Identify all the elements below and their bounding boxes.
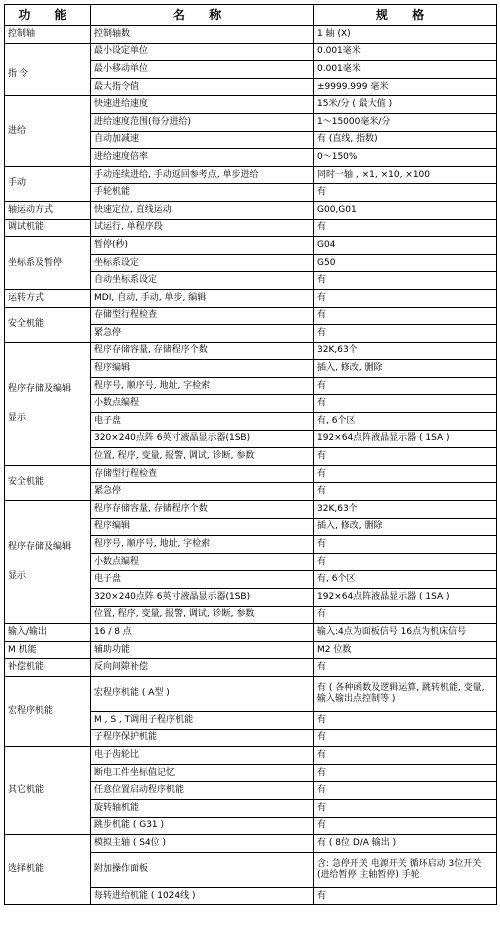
header-name: 名 称: [91, 5, 314, 26]
spec-cell: 有: [314, 747, 497, 765]
table-row: [5, 166, 497, 184]
spec-cell: 32K,63个: [314, 501, 497, 519]
table-row: [5, 26, 497, 44]
spec-cell: 1 轴 (X): [314, 26, 497, 44]
function-cell: [5, 659, 91, 677]
function-label: M 机能: [8, 644, 37, 655]
spec-cell: 输入:4点为面板信号 16点为机床信号: [314, 624, 497, 642]
function-cell: [5, 465, 91, 500]
spec-cell: G00,G01: [314, 201, 497, 219]
function-cell: [5, 26, 91, 44]
function-label: 输入/输出: [8, 626, 48, 637]
name-cell: 电子盘: [91, 413, 314, 431]
name-cell: 程序号, 顺序号, 地址, 字检索: [91, 536, 314, 554]
table-row: [5, 43, 497, 61]
function-cell: [5, 307, 91, 342]
function-cell: [5, 501, 91, 624]
table-row: [5, 676, 497, 711]
name-cell: 320×240点阵 6英寸液晶显示器(1SB): [91, 430, 314, 448]
name-cell: 自动坐标系设定: [91, 272, 314, 290]
spec-cell: 有: [314, 659, 497, 677]
spec-cell: 有, 6个区: [314, 413, 497, 431]
name-cell: 程序编辑: [91, 360, 314, 378]
table-row: [5, 342, 497, 360]
spec-cell: 192×64点阵液晶显示器 ( 1SA ): [314, 589, 497, 607]
function-cell: [5, 624, 91, 642]
name-cell: 手轮机能: [91, 184, 314, 202]
name-cell: 电子盘: [91, 571, 314, 589]
spec-cell: 有: [314, 536, 497, 554]
name-cell: 小数点编程: [91, 395, 314, 413]
function-label: 控制轴: [8, 28, 36, 39]
name-cell: 自动加减速: [91, 131, 314, 149]
spec-cell: 有 ( 8位 D/A 输出 ): [314, 835, 497, 853]
function-label: 安全机能: [8, 477, 45, 488]
spec-cell: 有: [314, 483, 497, 501]
function-label: 进给: [8, 125, 27, 136]
header-row: [5, 5, 497, 26]
spec-cell: 有: [314, 307, 497, 325]
spec-cell: 有: [314, 395, 497, 413]
name-cell: 暂停(秒): [91, 237, 314, 255]
name-cell: 跳步机能 ( G31 ): [91, 817, 314, 835]
spec-cell: 有: [314, 764, 497, 782]
spec-cell: 有: [314, 887, 497, 905]
function-label: 程序存储及编辑: [8, 383, 72, 394]
spec-cell: 有: [314, 325, 497, 343]
spec-cell: 有: [314, 799, 497, 817]
name-cell: 程序存储容量, 存储程序个数: [91, 501, 314, 519]
name-cell: 控制轴数: [91, 26, 314, 44]
spec-cell: 0.001毫米: [314, 61, 497, 79]
table-row: [5, 307, 497, 325]
function-label: 其它机能: [8, 785, 45, 796]
function-label: 坐标系及暂停: [8, 257, 63, 268]
name-cell: 快速进给速度: [91, 96, 314, 114]
specification-table: [4, 4, 497, 905]
function-cell: [5, 219, 91, 237]
function-label-secondary: 显示: [8, 571, 27, 582]
spec-cell: 有: [314, 272, 497, 290]
spec-cell: 有, 6个区: [314, 571, 497, 589]
function-cell: [5, 342, 91, 465]
name-cell: 宏程序机能 ( A型 ): [91, 676, 314, 711]
function-cell: [5, 43, 101, 96]
name-cell: 最大指令值: [91, 78, 314, 96]
header-function: 功 能: [5, 5, 91, 26]
spec-cell: 1～15000毫米/分: [314, 113, 497, 131]
function-label: 选择机能: [8, 864, 45, 875]
function-label: 调试机能: [8, 222, 45, 233]
table-row: [5, 465, 497, 483]
name-cell: 模拟主轴 ( S4位 ): [91, 835, 314, 853]
name-cell: 子程序保护机能: [91, 729, 314, 747]
name-cell: 小数点编程: [91, 553, 314, 571]
name-cell: 每转进给机能 ( 1024线 ): [91, 887, 314, 905]
spec-cell: 有: [314, 553, 497, 571]
spec-cell: 有: [314, 289, 497, 307]
name-cell: 任意位置启动程序机能: [91, 782, 314, 800]
spec-cell: 含: 急停开关 电源开关 循环启动 3位开关(进给暂停 主轴暂停) 手轮: [314, 852, 497, 887]
name-cell: 最小设定单位: [91, 43, 314, 61]
table-row: [5, 641, 497, 659]
spec-cell: ±9999.999 毫米: [314, 78, 497, 96]
spec-cell: 15米/分 ( 最大值 ): [314, 96, 497, 114]
function-cell: [5, 747, 91, 835]
spec-cell: G04: [314, 237, 497, 255]
function-cell: [5, 835, 91, 905]
function-cell: [5, 641, 91, 659]
name-cell: 程序存储容量, 存储程序个数: [91, 342, 314, 360]
function-label: 轴运动方式: [8, 204, 54, 215]
name-cell: 进给速度范围(每分进给): [91, 113, 314, 131]
name-cell: 320×240点阵 6英寸液晶显示器(1SB): [91, 589, 314, 607]
function-label: 指令: [8, 58, 101, 80]
function-label: 补偿机能: [8, 662, 45, 673]
function-label-secondary: 显示: [8, 412, 27, 423]
spec-cell: 0.001毫米: [314, 43, 497, 61]
spec-cell: 有: [314, 729, 497, 747]
name-cell: 手动连续进给, 手动返回参考点, 单步进给: [91, 166, 314, 184]
spec-cell: 同时一轴 , ×1, ×10, ×100: [314, 166, 497, 184]
name-cell: 紧急停: [91, 325, 314, 343]
name-cell: 16 / 8 点: [91, 624, 314, 642]
spec-cell: 有 (直线, 指数): [314, 131, 497, 149]
table-row: [5, 835, 497, 853]
name-cell: 最小移动单位: [91, 61, 314, 79]
table-row: [5, 747, 497, 765]
name-cell: 反向间隙补偿: [91, 659, 314, 677]
name-cell: 紧急停: [91, 483, 314, 501]
spec-cell: 有: [314, 711, 497, 729]
spec-cell: 插入, 修改, 删除: [314, 518, 497, 536]
spec-body: [5, 26, 497, 905]
name-cell: 程序编辑: [91, 518, 314, 536]
spec-cell: 有: [314, 184, 497, 202]
name-cell: MDI, 自动, 手动, 单步, 编辑: [91, 289, 314, 307]
table-row: [5, 201, 497, 219]
spec-cell: 有: [314, 448, 497, 466]
spec-cell: 有: [314, 782, 497, 800]
spec-cell: 192×64点阵液晶显示器 ( 1SA ): [314, 430, 497, 448]
spec-cell: 有 ( 各种函数及逻辑运算, 跳转机能, 变量, 输入输出点控制等 ): [314, 676, 497, 711]
function-cell: [5, 166, 91, 201]
name-cell: 坐标系设定: [91, 254, 314, 272]
table-row: [5, 289, 497, 307]
name-cell: 断电工件坐标值记忆: [91, 764, 314, 782]
function-label: 宏程序机能: [8, 706, 54, 717]
table-row: [5, 624, 497, 642]
name-cell: 试运行, 单程序段: [91, 219, 314, 237]
function-label: 手动: [8, 178, 27, 189]
name-cell: 附加操作面板: [91, 852, 314, 887]
header-spec: 规 格: [314, 5, 497, 26]
table-row: [5, 96, 497, 114]
name-cell: 存储型行程检查: [91, 307, 314, 325]
name-cell: 位置, 程序, 变量, 报警, 调试, 诊断, 参数: [91, 606, 314, 624]
name-cell: 程序号, 顺序号, 地址, 字检索: [91, 377, 314, 395]
function-label: 程序存储及编辑: [8, 542, 72, 553]
function-cell: [5, 676, 91, 746]
spec-cell: 有: [314, 377, 497, 395]
function-cell: [5, 201, 91, 219]
name-cell: 电子齿轮比: [91, 747, 314, 765]
name-cell: M , S , T调用子程序机能: [91, 711, 314, 729]
name-cell: 进给速度倍率: [91, 149, 314, 167]
name-cell: 存储型行程检查: [91, 465, 314, 483]
function-cell: [5, 237, 91, 290]
name-cell: 辅助功能: [91, 641, 314, 659]
spec-cell: 0～150%: [314, 149, 497, 167]
table-row: [5, 219, 497, 237]
spec-cell: 32K,63个: [314, 342, 497, 360]
function-cell: [5, 289, 91, 307]
table-row: [5, 501, 497, 519]
spec-cell: M2 位数: [314, 641, 497, 659]
table-row: [5, 659, 497, 677]
spec-cell: 插入, 修改, 删除: [314, 360, 497, 378]
function-cell: [5, 96, 91, 166]
spec-cell: G50: [314, 254, 497, 272]
spec-cell: 有: [314, 817, 497, 835]
name-cell: 快速定位, 直线运动: [91, 201, 314, 219]
function-label: 运转方式: [8, 292, 45, 303]
name-cell: 位置, 程序, 变量, 报警, 调试, 诊断, 参数: [91, 448, 314, 466]
spec-cell: 有: [314, 219, 497, 237]
table-row: [5, 237, 497, 255]
spec-cell: 有: [314, 465, 497, 483]
function-label: 安全机能: [8, 319, 45, 330]
spec-cell: 有: [314, 606, 497, 624]
name-cell: 旋转轴机能: [91, 799, 314, 817]
